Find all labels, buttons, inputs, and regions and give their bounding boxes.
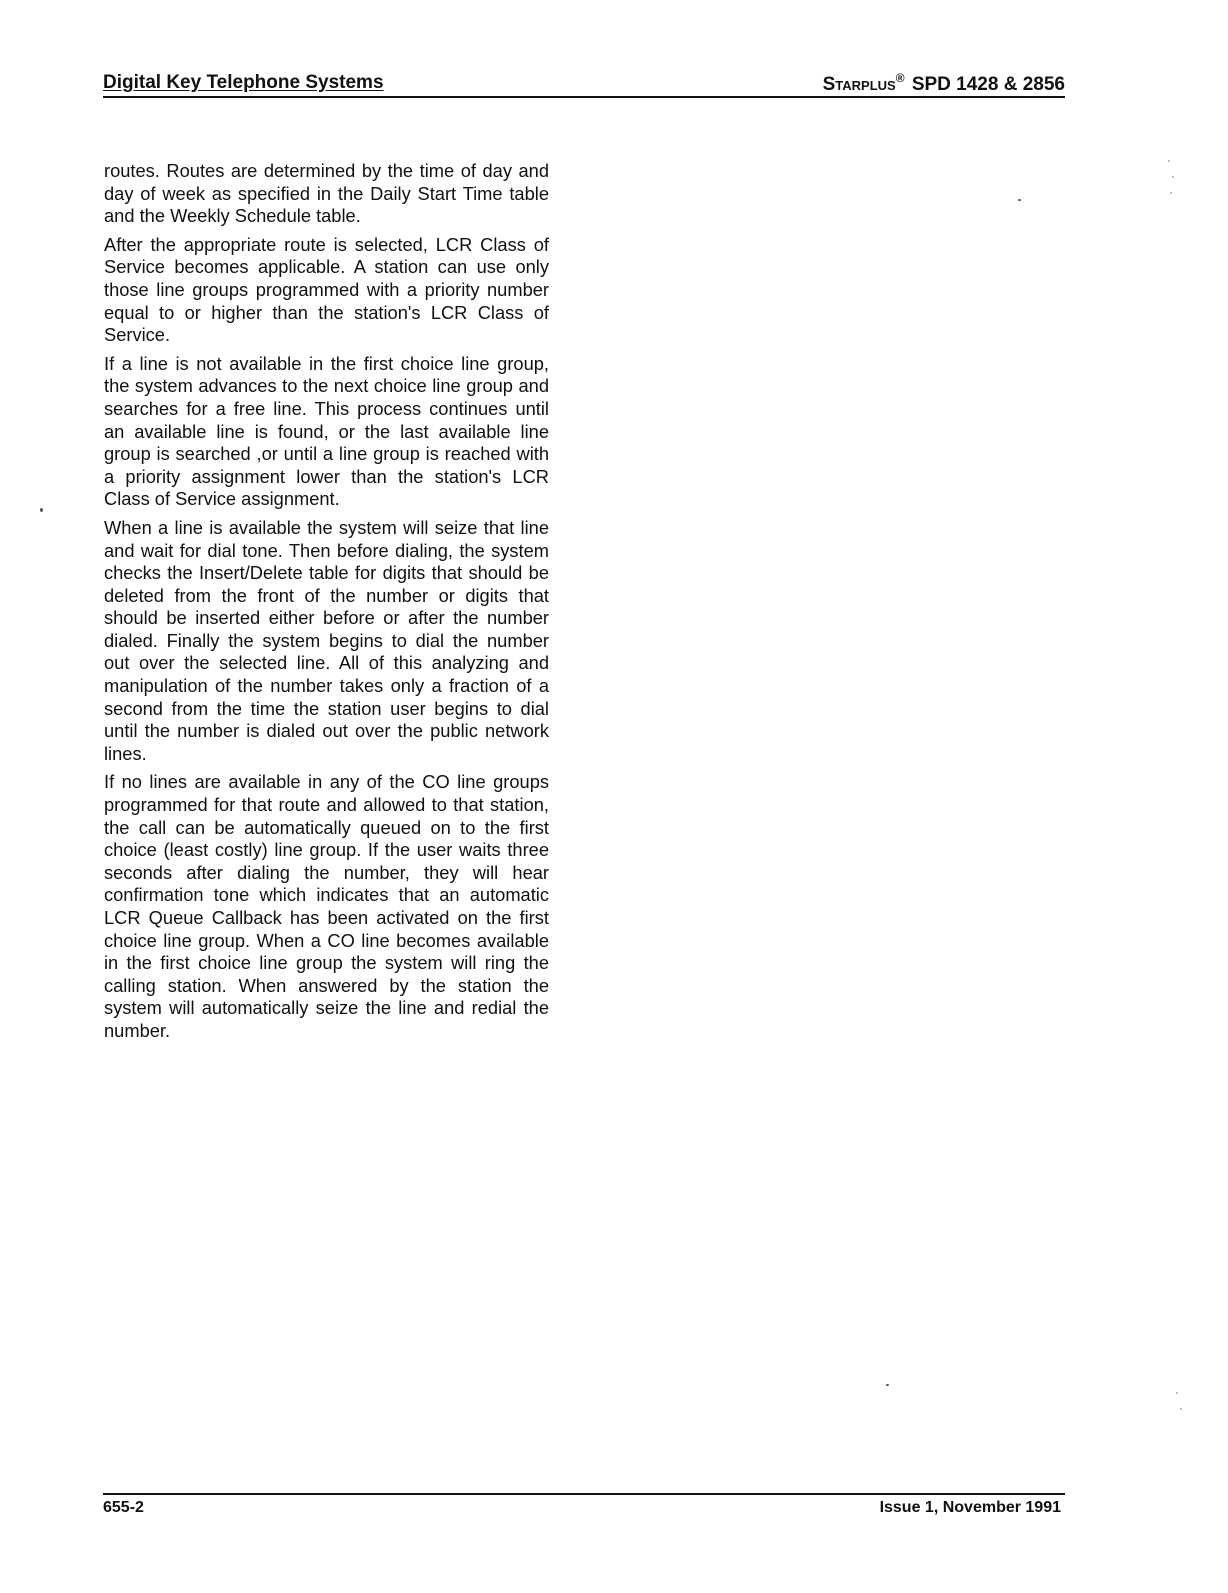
registered-mark: ®	[895, 71, 905, 85]
page-header	[103, 66, 1065, 98]
scan-speck	[886, 1384, 889, 1386]
scan-speck	[1170, 192, 1172, 194]
header-brand: Starplus	[822, 74, 896, 95]
scan-speck	[1018, 199, 1021, 201]
issue-date: Issue 1, November 1991	[879, 1499, 1061, 1516]
scan-speck	[1172, 176, 1174, 178]
scan-speck	[1180, 1408, 1182, 1410]
scan-speck	[40, 508, 43, 512]
paragraph-dialing: When a line is available the system will seize that line and wait for dial tone. Then before dialing, the system checks the Insert/Delete table for digits that should be deleted from the front of the number or digits that should be inserted either before or after the number dialed. Finally the system begins to dial the number out over the selected line. All of this analyzing and manipulation of the number takes only a fraction of a second from the time the station user begins to dial until the number is dialed out over the public network lines.	[104, 516, 549, 764]
header-model: SPD 1428 & 2856	[911, 74, 1065, 95]
page-footer	[103, 1493, 1065, 1519]
page-number: 655-2	[103, 1499, 144, 1516]
paragraph-routes: routes. Routes are determined by the time of day and day of week as specified in the Daily Start Time table and the Weekly Schedule table.	[104, 160, 549, 227]
body-text	[104, 160, 549, 1049]
paragraph-class-of-service: After the appropriate route is selected, LCR Class of Service becomes applicable. A station can use only those line groups programmed with a priority number equal to or higher than the station's LCR Class of Service.	[104, 233, 549, 346]
header-product	[823, 71, 1065, 96]
paragraph-line-search: If a line is not available in the first choice line group, the system advances to the next choice line group and searches for a free line. This process continues until an available line is found, or the last available line group is searched ,or until a line group is reached with a priority assignment lower than the station's LCR Class of Service assignment.	[104, 352, 549, 510]
paragraph-queue-callback: If no lines are available in any of the CO line groups programmed for that route and allowed to that station, the call can be automatically queued on to the first choice (least costly) line group. If the user waits three seconds after dialing the number, they will hear confirmation tone which indicates that an automatic LCR Queue Callback has been activated on the first choice line group. When a CO line becomes available in the first choice line group the system will ring the calling station. When answered by the station the system will automatically seize the line and redial the number.	[104, 771, 549, 1041]
scan-speck	[1168, 160, 1170, 162]
header-title: Digital Key Telephone Systems	[103, 72, 384, 93]
scan-speck	[1176, 1392, 1178, 1394]
